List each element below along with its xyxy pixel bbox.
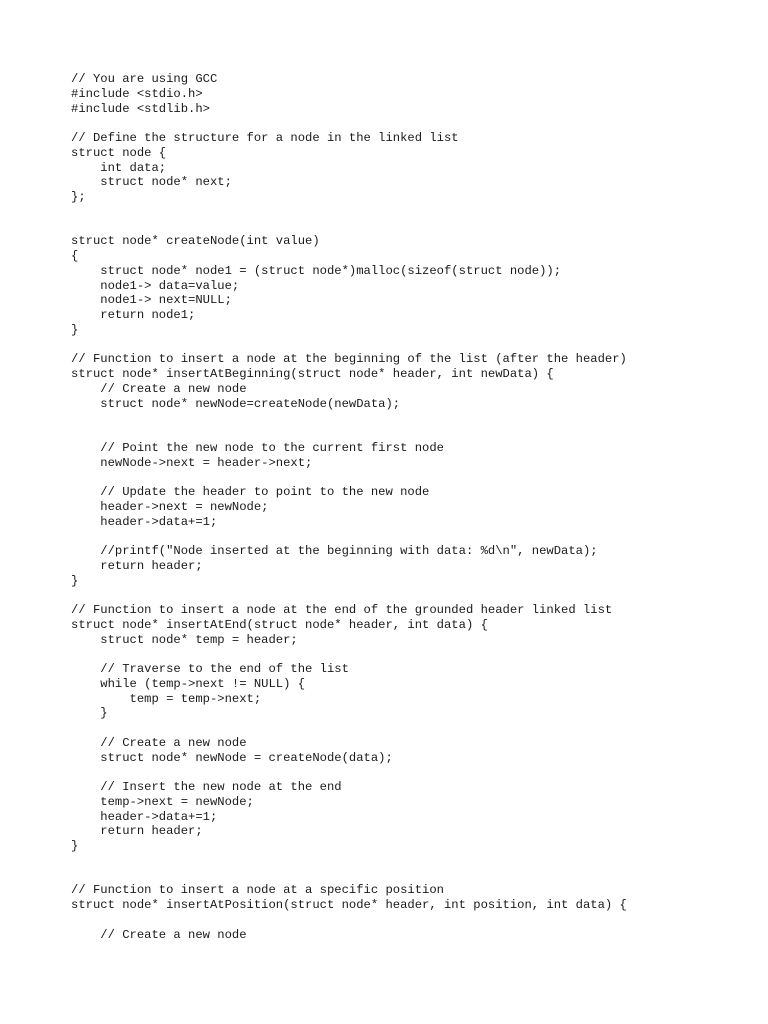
code-line: return header; (71, 558, 203, 573)
code-line: temp->next = newNode; (71, 794, 254, 809)
code-line: #include <stdlib.h> (71, 101, 210, 116)
code-line: header->next = newNode; (71, 499, 269, 514)
code-line: // Update the header to point to the new node (71, 485, 430, 499)
code-line (71, 647, 627, 662)
code-line: struct node* newNode=createNode(newData); (71, 396, 401, 411)
code-line: while (temp->next != NULL) { (71, 676, 306, 691)
code-line (71, 338, 627, 353)
code-line: header->data+=1; (71, 514, 218, 529)
code-line: // Create a new node (71, 735, 247, 750)
code-line (71, 116, 627, 131)
code-line: // Create a new node (71, 381, 247, 396)
code-line: struct node* node1 = (struct node*)malloc(sizeof(struct node)); (71, 263, 562, 278)
code-line: struct node* insertAtEnd(struct node* header, int data) { (71, 617, 488, 632)
code-line: } (71, 706, 108, 721)
code-line: struct node* insertAtBeginning(struct node* header, int newData) { (71, 367, 554, 381)
code-line (71, 854, 627, 869)
code-line: } (71, 322, 79, 337)
code-line (71, 426, 627, 441)
code-line: } (71, 839, 79, 853)
code-line: struct node* newNode = createNode(data); (71, 750, 393, 765)
code-line: // You are using GCC (71, 72, 218, 86)
code-line: struct node* temp = header; (71, 632, 298, 647)
code-line: struct node* insertAtPosition(struct node* header, int position, int data) { (71, 898, 627, 912)
code-line (71, 411, 627, 426)
code-line: // Insert the new node at the end (71, 780, 342, 794)
code-line: node1-> data=value; (71, 278, 240, 293)
code-line: temp = temp->next; (71, 691, 262, 706)
code-listing (71, 72, 627, 942)
code-line (71, 220, 627, 235)
code-line: // Point the new node to the current first node (71, 440, 444, 455)
code-line: return node1; (71, 308, 196, 322)
code-line (71, 470, 627, 485)
code-line (71, 913, 627, 928)
code-line: // Traverse to the end of the list (71, 662, 349, 676)
code-line: //printf("Node inserted at the beginning with data: %d\n", newData); (71, 544, 598, 558)
code-line (71, 869, 627, 884)
code-line: // Define the structure for a node in the linked list (71, 131, 459, 145)
code-line: // Create a new node (71, 927, 247, 942)
code-line (71, 205, 627, 220)
code-line: // Function to insert a node at the end of the grounded header linked list (71, 603, 613, 617)
code-line: struct node* next; (71, 175, 232, 190)
code-line: header->data+=1; (71, 809, 218, 824)
code-line: newNode->next = header->next; (71, 455, 313, 470)
code-line (71, 588, 627, 603)
code-line: #include <stdio.h> (71, 86, 203, 101)
code-line: { (71, 249, 79, 263)
code-line: struct node* createNode(int value) (71, 234, 320, 249)
code-line (71, 721, 627, 736)
code-line: return header; (71, 824, 203, 839)
code-line: node1-> next=NULL; (71, 293, 232, 308)
code-line (71, 529, 627, 544)
code-line (71, 765, 627, 780)
code-line: } (71, 573, 79, 588)
code-line: struct node { (71, 145, 167, 160)
code-line: // Function to insert a node at the beginning of the list (after the header) (71, 352, 627, 367)
code-line: int data; (71, 160, 167, 175)
code-line: }; (71, 190, 86, 204)
code-line: // Function to insert a node at a specific position (71, 883, 444, 898)
